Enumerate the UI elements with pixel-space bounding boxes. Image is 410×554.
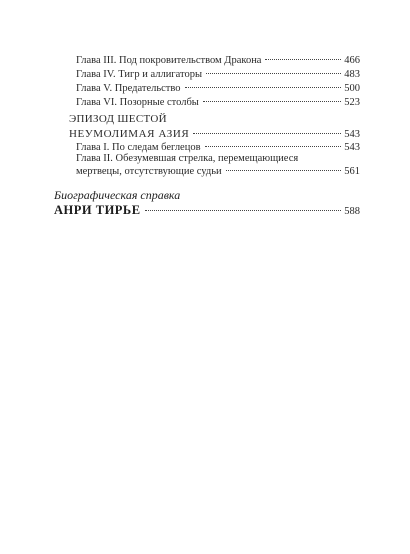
toc-entry-long-title-line1: Глава II. Обезумевшая стрелка, перемещающиеся bbox=[76, 153, 299, 164]
dot-leader bbox=[203, 101, 341, 102]
dot-leader bbox=[185, 87, 342, 88]
toc-entry-page: 561 bbox=[344, 166, 360, 177]
toc-entry-chapter-3 bbox=[76, 55, 360, 69]
toc-entry-title: Глава V. Предательство bbox=[76, 83, 181, 94]
toc-entry-title-line2: мертвецы, отсутствующие судьи bbox=[76, 166, 222, 177]
dot-leader bbox=[205, 146, 342, 147]
dot-leader bbox=[145, 210, 342, 211]
toc-entry-episode-chapter-2 bbox=[76, 166, 360, 180]
bio-label: Биографическая справка bbox=[54, 188, 181, 202]
toc-entry-page: 523 bbox=[344, 97, 360, 108]
toc-entry-page: 466 bbox=[344, 55, 360, 66]
toc-entry-title: Глава III. Под покровительством Дракона bbox=[76, 55, 262, 66]
dot-leader bbox=[265, 59, 341, 60]
toc-entry-chapter-5 bbox=[76, 83, 360, 97]
bio-page: 588 bbox=[344, 206, 360, 217]
bio-title: АНРИ ТИРЬЕ bbox=[54, 203, 141, 217]
toc-entry-page: 500 bbox=[344, 83, 360, 94]
toc-entry-title: Глава IV. Тигр и аллигаторы bbox=[76, 69, 203, 80]
toc-entry-episode-title bbox=[69, 128, 360, 142]
toc-entry-chapter-4 bbox=[76, 69, 360, 83]
toc-entry-bio bbox=[54, 203, 360, 219]
episode-title: НЕУМОЛИМАЯ АЗИЯ bbox=[69, 128, 190, 140]
episode-label: ЭПИЗОД ШЕСТОЙ bbox=[69, 113, 167, 125]
dot-leader bbox=[226, 170, 342, 171]
episode-page: 543 bbox=[344, 129, 360, 140]
toc-entry-title: Глава VI. Позорные столбы bbox=[76, 97, 199, 108]
toc-entry-title: Глава I. По следам беглецов bbox=[76, 142, 201, 153]
dot-leader bbox=[193, 133, 341, 134]
toc-entry-page: 483 bbox=[344, 69, 360, 80]
toc-entry-chapter-6 bbox=[76, 97, 360, 111]
toc-entry-page: 543 bbox=[344, 142, 360, 153]
dot-leader bbox=[206, 73, 341, 74]
